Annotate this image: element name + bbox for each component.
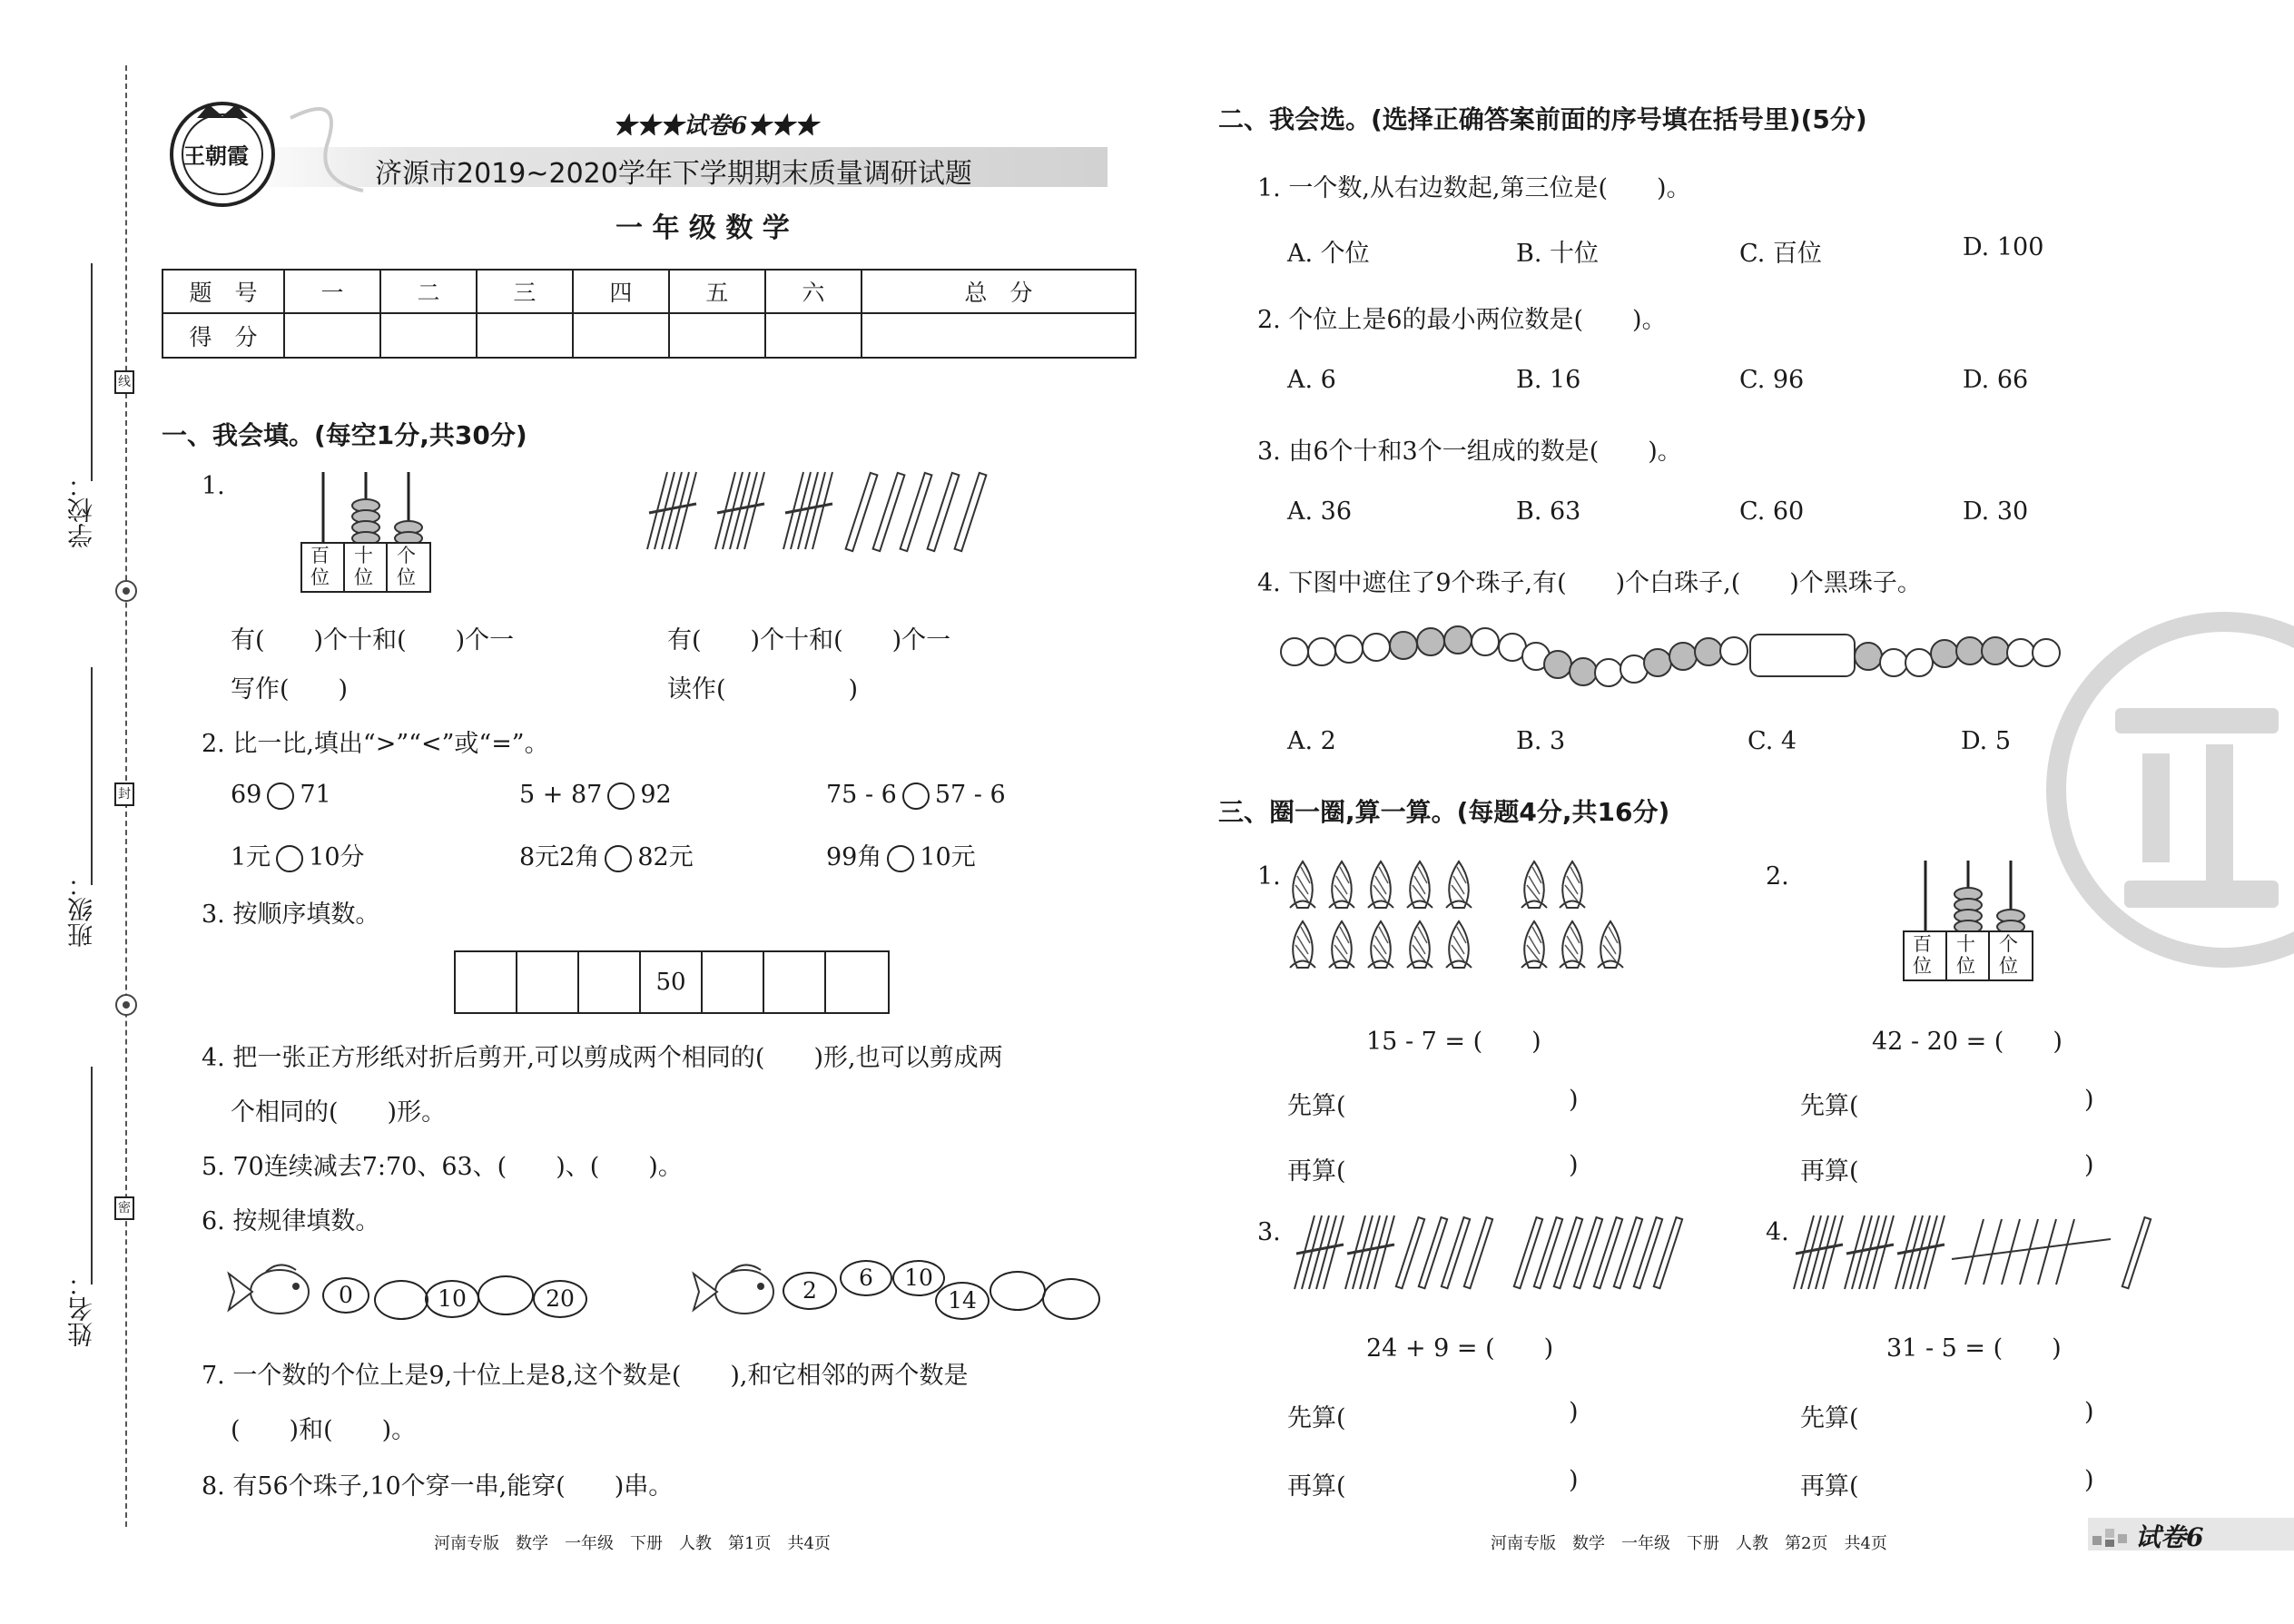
s3-q1-equation: 15 - 7 = ( ) <box>1366 1028 1541 1056</box>
section-3-title: 三、圈一圈,算一算。(每题4分,共16分) <box>1218 797 1670 827</box>
option: B. 3 <box>1516 727 1566 755</box>
score-input-cell[interactable] <box>765 313 861 358</box>
close-paren: ) <box>1569 1398 1579 1426</box>
pattern-oval-blank[interactable] <box>1042 1278 1100 1320</box>
s1-q1-line2-left: 写作( ) <box>231 675 349 704</box>
s1-q1-line1-left: 有( )个十和( )个一 <box>231 626 515 655</box>
sequence-cell[interactable] <box>703 952 764 1012</box>
score-input-cell[interactable] <box>861 313 1136 358</box>
abacus-label-hundreds: 百 位 <box>1913 933 1932 977</box>
close-paren: ) <box>2084 1086 2094 1114</box>
abacus-label-tens: 十 位 <box>1956 933 1975 977</box>
pattern-oval: 6 <box>840 1260 892 1296</box>
s1-q7-line1: 7. 一个数的个位上是9,十位上是8,这个数是( ),和它相邻的两个数是 <box>202 1362 969 1390</box>
score-input-cell[interactable] <box>669 313 765 358</box>
option: A. 36 <box>1287 497 1353 526</box>
s1-q7-line2: ( )和( )。 <box>231 1416 417 1444</box>
school-underline <box>91 263 93 481</box>
score-header-cell: 三 <box>477 270 573 313</box>
s2-q4-text: 4. 下图中遮住了9个珠子,有( )个白珠子,( )个黑珠子。 <box>1257 569 1922 597</box>
s1-q2-text: 2. 比一比,填出“>”“<”或“=”。 <box>202 730 549 758</box>
abacus-label-tens: 十 位 <box>354 545 373 588</box>
abacus-label-hundreds: 百 位 <box>310 545 330 588</box>
compare-item: 69 71 <box>231 781 331 809</box>
compare-item: 8元2角 82元 <box>519 843 694 871</box>
class-underline <box>91 667 93 885</box>
pattern-oval-blank[interactable] <box>989 1271 1046 1311</box>
score-input-cell[interactable] <box>573 313 669 358</box>
compare-item: 99角 10元 <box>826 843 976 871</box>
compare-item: 5 + 87 92 <box>519 781 672 809</box>
s1-q6-text: 6. 按规律填数。 <box>202 1207 380 1235</box>
logo-text: 王朝霞 <box>183 143 249 169</box>
exam-subtitle: 一 年 级 数 学 <box>615 212 790 244</box>
option: A. 2 <box>1287 727 1336 755</box>
s1-q4-line2: 个相同的( )形。 <box>231 1098 447 1127</box>
footer-squares-icon <box>2092 1525 2129 1547</box>
s2-q1-text: 1. 一个数,从右边数起,第三位是( )。 <box>1257 174 1691 202</box>
score-header-cell: 四 <box>573 270 669 313</box>
section-1-title: 一、我会填。(每空1分,共30分) <box>162 420 527 450</box>
option: B. 63 <box>1516 497 1581 526</box>
s1-q8: 8. 有56个珠子,10个穿一串,能穿( )串。 <box>202 1472 674 1501</box>
close-paren: ) <box>2084 1151 2094 1179</box>
sequence-cell[interactable] <box>764 952 826 1012</box>
number-sequence-boxes <box>454 950 890 1014</box>
score-header-cell: 一 <box>284 270 380 313</box>
secret-watermark-icon <box>2043 608 2294 971</box>
option: C. 百位 <box>1739 240 1822 268</box>
then-calc-label: 再算( <box>1800 1472 1859 1501</box>
score-header-cell: 六 <box>765 270 861 313</box>
option: D. 30 <box>1963 497 2029 526</box>
option: C. 96 <box>1739 366 1805 394</box>
score-input-cell[interactable] <box>380 313 477 358</box>
sequence-cell-given: 50 <box>641 952 703 1012</box>
abacus-label-ones: 个 位 <box>1999 933 2018 977</box>
score-header-cell: 题 号 <box>162 270 284 313</box>
option: C. 60 <box>1739 497 1805 526</box>
score-input-cell[interactable] <box>284 313 380 358</box>
sequence-cell[interactable] <box>579 952 641 1012</box>
score-header-cell: 二 <box>380 270 477 313</box>
sequence-cell[interactable] <box>456 952 517 1012</box>
s1-q4-line1: 4. 把一张正方形纸对折后剪开,可以剪成两个相同的( )形,也可以剪成两 <box>202 1044 1003 1072</box>
score-table <box>162 269 1137 359</box>
sequence-cell[interactable] <box>517 952 579 1012</box>
class-label: 班级： <box>66 871 96 948</box>
exam-title: 济源市2019~2020学年下学期期末质量调研试题 <box>375 158 972 190</box>
seal-mark: 封 <box>114 782 134 806</box>
abacus-label-ones: 个 位 <box>397 545 416 588</box>
close-paren: ) <box>1569 1151 1579 1179</box>
score-header-cell: 总 分 <box>861 270 1136 313</box>
pattern-oval: 20 <box>533 1280 587 1318</box>
s3-q3-number: 3. <box>1257 1218 1281 1246</box>
paper-tag: ★★★试卷6★★★ <box>613 113 819 140</box>
pattern-oval: 10 <box>425 1280 479 1318</box>
first-calc-label: 先算( <box>1800 1404 1859 1432</box>
s3-q4-equation: 31 - 5 = ( ) <box>1886 1334 2062 1363</box>
close-paren: ) <box>1569 1086 1579 1114</box>
compare-item: 75 - 6 57 - 6 <box>826 781 1006 809</box>
s3-q2-equation: 42 - 20 = ( ) <box>1872 1028 2063 1056</box>
close-paren: ) <box>1569 1466 1579 1494</box>
s3-q1-number: 1. <box>1257 862 1281 891</box>
footer-left: 河南专版 数学 一年级 下册 人教 第1页 共4页 <box>434 1534 831 1553</box>
option: C. 4 <box>1748 727 1797 755</box>
pattern-oval-blank[interactable] <box>374 1280 428 1320</box>
footer-right: 河南专版 数学 一年级 下册 人教 第2页 共4页 <box>1491 1534 1887 1553</box>
binding-hole-icon <box>114 993 138 1017</box>
goldfish-icon <box>690 1257 790 1321</box>
corn-cobs-icon <box>1285 858 1643 976</box>
s1-q5: 5. 70连续减去7:70、63、( )、( )。 <box>202 1153 683 1181</box>
s2-q3-text: 3. 由6个十和3个一组成的数是( )。 <box>1257 438 1682 466</box>
name-underline <box>91 1067 93 1284</box>
s1-q1-number: 1. <box>202 472 225 500</box>
then-calc-label: 再算( <box>1287 1157 1346 1186</box>
section-2-title: 二、我会选。(选择正确答案前面的序号填在括号里)(5分) <box>1218 104 1867 134</box>
pattern-oval: 14 <box>935 1282 989 1320</box>
pattern-oval-blank[interactable] <box>478 1275 534 1315</box>
option: B. 十位 <box>1516 240 1600 268</box>
s3-q3-equation: 24 + 9 = ( ) <box>1366 1334 1554 1363</box>
goldfish-icon <box>225 1257 325 1321</box>
pattern-oval: 2 <box>783 1272 837 1310</box>
school-label: 学校： <box>66 472 96 548</box>
name-label: 姓名： <box>66 1271 96 1347</box>
then-calc-label: 再算( <box>1800 1157 1859 1186</box>
option: D. 66 <box>1963 366 2029 394</box>
s3-q4-number: 4. <box>1766 1218 1789 1246</box>
counting-sticks-icon <box>640 468 1021 554</box>
option: D. 5 <box>1961 727 2012 755</box>
option: A. 6 <box>1287 366 1336 394</box>
bead-string-icon <box>1280 622 2061 694</box>
then-calc-label: 再算( <box>1287 1472 1346 1501</box>
option: A. 个位 <box>1287 240 1370 268</box>
s1-q3-text: 3. 按顺序填数。 <box>202 901 380 929</box>
score-header-cell: 五 <box>669 270 765 313</box>
first-calc-label: 先算( <box>1287 1404 1346 1432</box>
s3-q2-number: 2. <box>1766 862 1789 891</box>
first-calc-label: 先算( <box>1287 1092 1346 1120</box>
option: B. 16 <box>1516 366 1581 394</box>
footer-paper-tag: 试卷6 <box>2135 1522 2204 1552</box>
s1-q1-line2-right: 读作( ) <box>667 675 859 704</box>
close-paren: ) <box>2084 1398 2094 1426</box>
secret-mark: 密 <box>114 1196 134 1220</box>
binding-hole-icon <box>114 579 138 603</box>
option: D. 100 <box>1963 233 2044 261</box>
s1-q1-line1-right: 有( )个十和( )个一 <box>667 626 951 655</box>
s2-q2-text: 2. 个位上是6的最小两位数是( )。 <box>1257 306 1667 334</box>
pattern-oval: 10 <box>892 1260 945 1296</box>
pattern-oval: 0 <box>322 1277 369 1314</box>
line-mark: 线 <box>114 370 134 394</box>
sequence-cell[interactable] <box>826 952 888 1012</box>
first-calc-label: 先算( <box>1800 1092 1859 1120</box>
score-input-cell[interactable] <box>477 313 573 358</box>
counting-sticks-icon <box>1289 1212 1707 1294</box>
close-paren: ) <box>2084 1466 2094 1494</box>
score-row-label: 得 分 <box>162 313 284 358</box>
compare-item: 1元 10分 <box>231 843 365 871</box>
counting-sticks-crossed-icon <box>1788 1212 2170 1294</box>
